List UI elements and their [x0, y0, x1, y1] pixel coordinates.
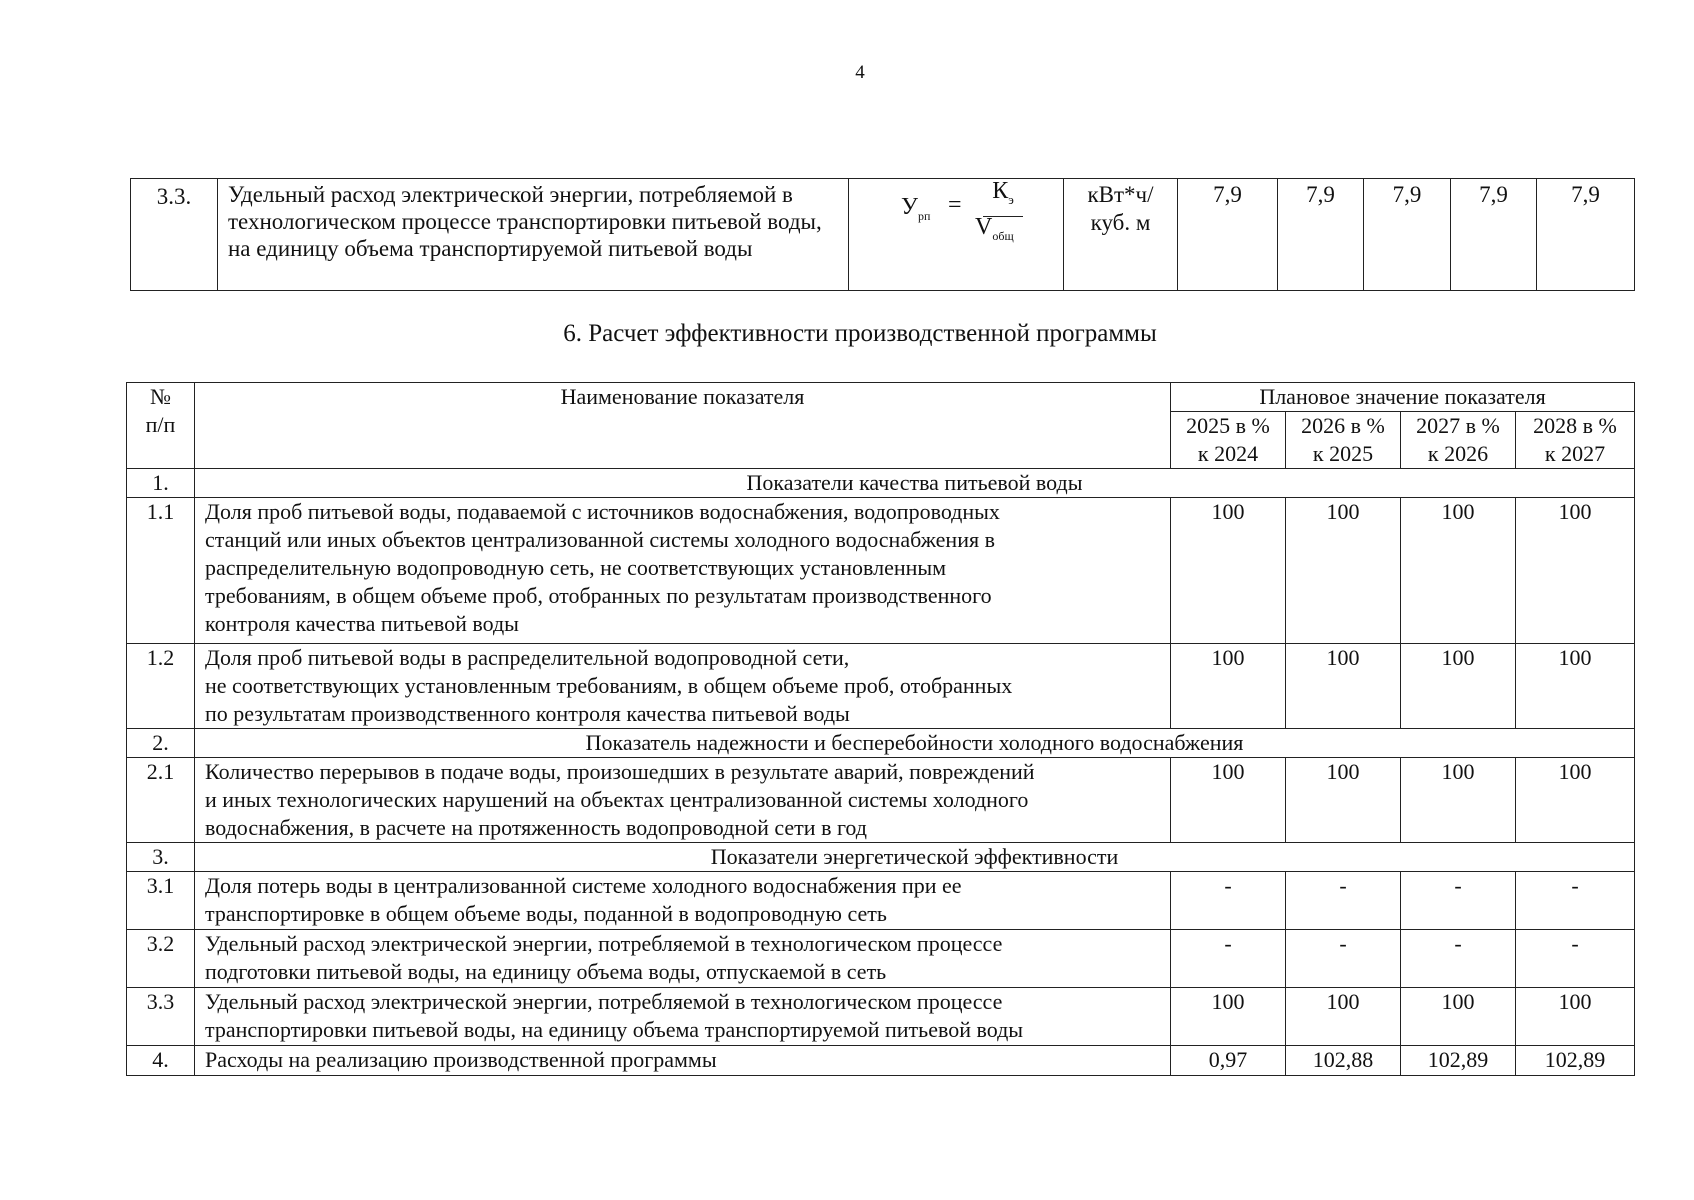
indicator-name-line: и иных технологических нарушений на объектах централизованной системы холодного	[205, 787, 1029, 812]
formula	[853, 179, 1059, 279]
header-num	[127, 383, 195, 469]
header-name: Наименование показателя	[195, 383, 1171, 469]
section-heading: Показатель надежности и бесперебойности холодного водоснабжения	[195, 729, 1635, 758]
table-row	[127, 988, 1635, 1046]
section-heading: Показатели качества питьевой воды	[195, 469, 1635, 498]
value-cell: 100	[1516, 758, 1635, 843]
header-num-line: п/п	[145, 412, 176, 437]
value-cell: -	[1171, 930, 1286, 988]
indicator-name-line: Удельный расход электрической энергии, потребляемой в технологическом процессе	[205, 989, 1003, 1014]
indicator-name-line: Доля проб питьевой воды в распределительной водопроводной сети,	[205, 645, 850, 670]
table-row	[127, 498, 1635, 644]
value-cell: 102,89	[1401, 1046, 1516, 1076]
value-cell: 100	[1171, 498, 1286, 644]
value-cell: 100	[1286, 988, 1401, 1046]
row-number: 3.3	[127, 988, 195, 1046]
table-row	[127, 872, 1635, 930]
value-cell: 100	[1401, 758, 1516, 843]
indicator-name-line: требованиям, в общем объеме проб, отобранных по результатам производственного	[205, 583, 992, 608]
row-number: 2.	[127, 729, 195, 758]
value-cell: -	[1286, 930, 1401, 988]
formula-lhs: $У_{рп}$	[901, 194, 931, 223]
value-cell: 100	[1286, 758, 1401, 843]
indicator-name-line: транспортировке в общем объеме воды, поданной в водопроводную сеть	[205, 901, 887, 926]
table-row	[127, 930, 1635, 988]
value-cell: 100	[1171, 644, 1286, 729]
row-number: 3.3.	[131, 179, 218, 291]
value-cell: 100	[1516, 988, 1635, 1046]
page-number: 4	[855, 62, 865, 83]
row-number: 3.2	[127, 930, 195, 988]
indicator-name-line: Расходы на реализацию производственной программы	[205, 1047, 717, 1072]
unit-line: кВт*ч/	[1087, 182, 1154, 207]
formula-denominator: $V_{общ}$	[975, 214, 1014, 243]
header-year: 2025 в % к 2024	[1171, 412, 1286, 469]
header-group: Плановое значение показателя	[1171, 383, 1635, 412]
value-cell: 100	[1286, 644, 1401, 729]
header-year: 2028 в % к 2027	[1516, 412, 1635, 469]
indicator-name-line: Доля потерь воды в централизованной системе холодного водоснабжения при ее	[205, 873, 962, 898]
table-row	[127, 644, 1635, 729]
value-cell: -	[1516, 872, 1635, 930]
value-cell: 100	[1401, 644, 1516, 729]
row-number: 3.1	[127, 872, 195, 930]
section-title: 6. Расчет эффективности производственной программы	[563, 320, 1157, 347]
row-number: 4.	[127, 1046, 195, 1076]
indicator-name-line: водоснабжения, в расчете на протяженность водопроводной сети в год	[205, 815, 867, 840]
indicator-name	[195, 758, 1171, 843]
indicator-table-top	[130, 178, 1635, 291]
indicator-name-line: распределительную водопроводную сеть, не соответствующих установленным	[205, 555, 947, 580]
value-cell: 100	[1401, 988, 1516, 1046]
section-row	[127, 469, 1635, 498]
value-cell: 100	[1171, 988, 1286, 1046]
row-number: 2.1	[127, 758, 195, 843]
efficiency-table	[126, 382, 1635, 1076]
formula-cell	[849, 179, 1064, 291]
value-cell: 100	[1286, 498, 1401, 644]
indicator-name-line: Удельный расход электрической энергии, потребляемой в технологическом процессе	[205, 931, 1003, 956]
row-number: 1.2	[127, 644, 195, 729]
value-cell: 100	[1401, 498, 1516, 644]
header-year: 2027 в % к 2026	[1401, 412, 1516, 469]
indicator-name	[195, 872, 1171, 930]
indicator-name-line: подготовки питьевой воды, на единицу объема воды, отпускаемой в сеть	[205, 959, 887, 984]
value-cell: -	[1401, 930, 1516, 988]
header-row	[127, 383, 1635, 412]
value-cell: 7,9	[1451, 179, 1537, 291]
header-num-line: №	[150, 384, 171, 409]
value-cell: 7,9	[1537, 179, 1635, 291]
indicator-name	[195, 644, 1171, 729]
value-cell: 0,97	[1171, 1046, 1286, 1076]
row-number: 1.1	[127, 498, 195, 644]
section-row	[127, 843, 1635, 872]
table-row	[127, 758, 1635, 843]
value-cell: -	[1516, 930, 1635, 988]
table-row	[131, 179, 1635, 291]
value-cell: -	[1401, 872, 1516, 930]
value-cell: 7,9	[1278, 179, 1364, 291]
value-cell: 102,88	[1286, 1046, 1401, 1076]
indicator-name-line: Доля проб питьевой воды, подаваемой с источников водоснабжения, водопроводных	[205, 499, 1000, 524]
table-row	[127, 1046, 1635, 1076]
indicator-name	[195, 988, 1171, 1046]
unit-line: куб. м	[1090, 210, 1151, 235]
header-year: 2026 в % к 2025	[1286, 412, 1401, 469]
value-cell: 100	[1516, 498, 1635, 644]
unit-cell	[1064, 179, 1178, 291]
indicator-name-line: не соответствующих установленным требованиям, в общем объеме проб, отобранных	[205, 673, 1013, 698]
indicator-name	[195, 930, 1171, 988]
value-cell: -	[1286, 872, 1401, 930]
section-heading: Показатели энергетической эффективности	[195, 843, 1635, 872]
value-cell: 7,9	[1364, 179, 1451, 291]
indicator-name	[195, 1046, 1171, 1076]
formula-numerator: $К_э$	[983, 177, 1023, 217]
indicator-name-line: по результатам производственного контроля качества питьевой воды	[205, 701, 850, 726]
indicator-name-line: станций или иных объектов централизованной системы холодного водоснабжения в	[205, 527, 995, 552]
indicator-name: Удельный расход электрической энергии, потребляемой в технологическом процессе транспортировки питьевой воды, на единицу объема транспортируемой питьевой воды	[218, 179, 849, 291]
value-cell: 7,9	[1178, 179, 1278, 291]
section-row	[127, 729, 1635, 758]
value-cell: 100	[1516, 644, 1635, 729]
row-number: 1.	[127, 469, 195, 498]
indicator-name-line: контроля качества питьевой воды	[205, 611, 519, 636]
formula-equals: =	[948, 192, 962, 218]
value-cell: 100	[1171, 758, 1286, 843]
row-number: 3.	[127, 843, 195, 872]
value-cell: -	[1171, 872, 1286, 930]
indicator-name-line: Количество перерывов в подаче воды, произошедших в результате аварий, повреждений	[205, 759, 1035, 784]
value-cell: 102,89	[1516, 1046, 1635, 1076]
indicator-name	[195, 498, 1171, 644]
indicator-name-line: транспортировки питьевой воды, на единицу объема транспортируемой питьевой воды	[205, 1017, 1024, 1042]
